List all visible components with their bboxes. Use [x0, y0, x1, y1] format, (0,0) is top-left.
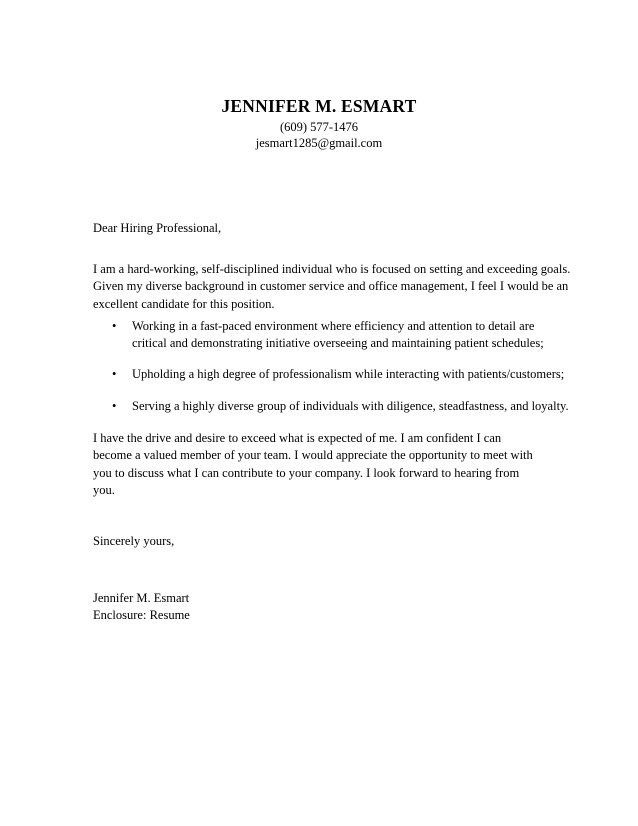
closing-line: you to discuss what I can contribute to your company. I look forward to hearing from: [93, 465, 520, 480]
list-item-text: [132, 398, 569, 415]
closing-line: become a valued member of your team. I would appreciate the opportunity to meet with: [93, 448, 533, 463]
bullet-icon: •: [112, 399, 117, 413]
intro-paragraph: [93, 261, 570, 313]
complimentary-close: Sincerely yours,: [93, 534, 175, 548]
signature-name: Jennifer M. Esmart: [93, 591, 190, 605]
sender-phone: (609) 577-1476: [279, 120, 359, 134]
list-item-line: Serving a highly diverse group of individuals with diligence, steadfastness, and loyalty.: [132, 399, 569, 413]
salutation: Dear Hiring Professional,: [93, 221, 222, 235]
sender-name: JENNIFER M. ESMART: [221, 96, 417, 116]
bullet-icon: •: [112, 319, 117, 333]
intro-line: I am a hard-working, self-disciplined individual who is focused on setting and exceeding goals.: [93, 262, 571, 276]
list-item-line: Upholding a high degree of professionalism while interacting with patients/customers;: [132, 367, 565, 381]
list-item-line: Working in a fast-paced environment where efficiency and attention to detail are: [132, 319, 535, 333]
closing-line: you.: [93, 482, 115, 497]
list-item-text: [132, 318, 544, 353]
closing-paragraph: [93, 430, 533, 499]
closing-line: I have the drive and desire to exceed what is expected of me. I am confident I can: [93, 431, 502, 445]
list-item-text: [132, 366, 564, 383]
intro-line: Given my diverse background in customer service and office management, I feel I would be an: [93, 279, 569, 294]
list-item-line: critical and demonstrating initiative overseeing and maintaining patient schedules;: [132, 336, 544, 351]
intro-line: excellent candidate for this position.: [93, 296, 275, 311]
enclosure-note: Enclosure: Resume: [93, 608, 190, 622]
sender-email: jesmart1285@gmail.com: [255, 136, 383, 150]
bullet-icon: •: [112, 367, 117, 381]
